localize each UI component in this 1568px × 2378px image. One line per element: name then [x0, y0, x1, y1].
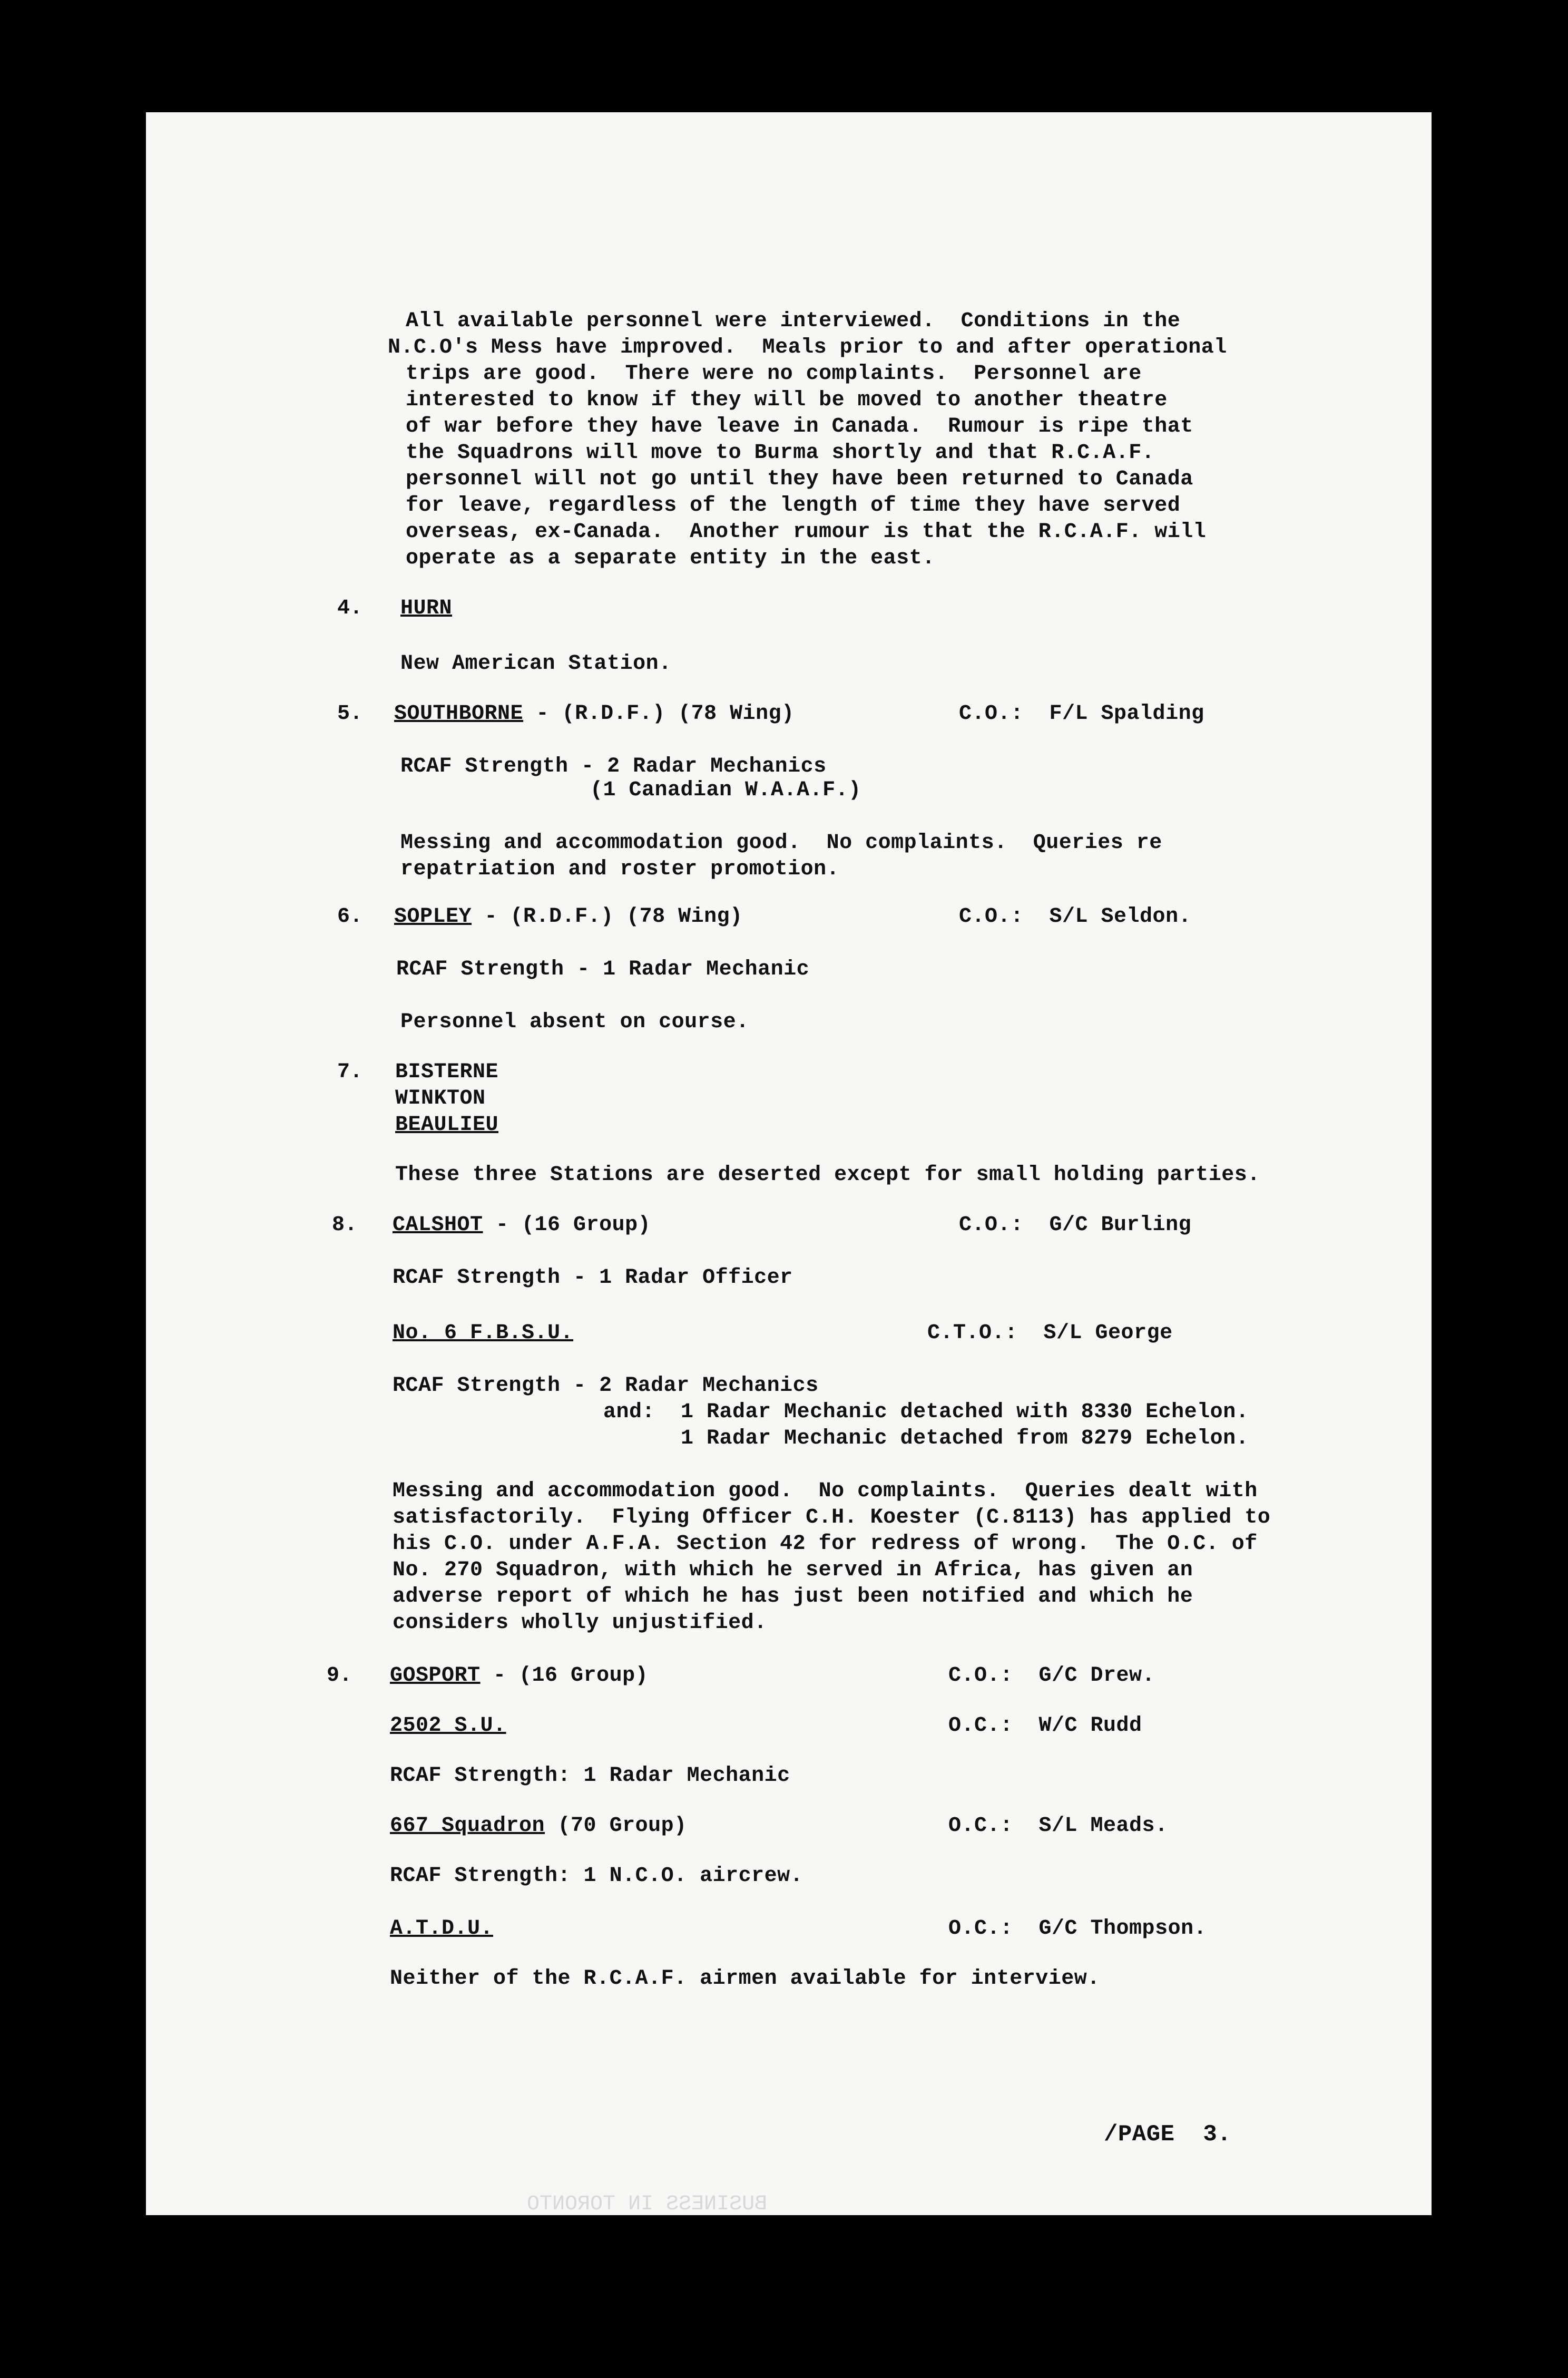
station-heading [393, 1212, 651, 1239]
station-note: Personnel absent on course. [400, 1010, 749, 1034]
unit-name: No. 6 F.B.S.U. [393, 1321, 574, 1345]
station-detail: - (R.D.F.) (78 Wing) [523, 702, 795, 726]
rcaf-strength: RCAF Strength: 1 N.C.O. aircrew. [390, 1864, 803, 1888]
intro-line: for leave, regardless of the length of time they have served [406, 494, 1181, 518]
item-number: 8. [332, 1213, 358, 1237]
intro-line: overseas, ex-Canada. Another rumour is that the R.C.A.F. will [406, 520, 1207, 544]
station-heading [394, 904, 743, 930]
intro-line: the Squadrons will move to Burma shortly and that R.C.A.F. [406, 441, 1155, 465]
station-name: SOUTHBORNE [394, 702, 524, 726]
unit-detail: (70 Group) [545, 1814, 687, 1838]
station-note: adverse report of which he has just been notified and which he [393, 1585, 1193, 1609]
station-name: HURN [400, 597, 453, 620]
station-name: WINKTON [395, 1087, 486, 1110]
intro-line: personnel will not go until they have been returned to Canada [406, 467, 1193, 491]
commanding-officer: O.C.: G/C Thompson. [948, 1917, 1207, 1941]
commanding-officer: C.O.: S/L Seldon. [959, 905, 1192, 929]
station-note: Messing and accommodation good. No complaints. Queries dealt with [393, 1479, 1258, 1503]
unit-name: A.T.D.U. [390, 1917, 494, 1941]
rcaf-strength: RCAF Strength - 1 Radar Officer [393, 1266, 793, 1290]
rcaf-strength: RCAF Strength - 1 Radar Mechanic [396, 958, 810, 981]
station-note: repatriation and roster promotion. [400, 857, 840, 881]
station-note: considers wholly unjustified. [393, 1611, 767, 1635]
intro-line: operate as a separate entity in the east. [406, 547, 935, 570]
item-number: 7. [337, 1060, 363, 1084]
item-number: 9. [327, 1664, 352, 1688]
station-note: Neither of the R.C.A.F. airmen available for interview. [390, 1967, 1100, 1991]
item-number: 5. [337, 702, 363, 726]
commanding-officer: C.T.O.: S/L George [927, 1321, 1173, 1345]
station-heading [390, 1663, 648, 1689]
intro-line: interested to know if they will be moved to another theatre [406, 388, 1168, 412]
station-note: No. 270 Squadron, with which he served in Africa, has given an [393, 1558, 1193, 1582]
commanding-officer: O.C.: S/L Meads. [948, 1814, 1168, 1838]
unit-name: 667 Squadron [390, 1814, 545, 1838]
rcaf-strength-detail: 1 Radar Mechanic detached from 8279 Echelon. [681, 1427, 1249, 1450]
intro-line: N.C.O's Mess have improved. Meals prior to and after operational [388, 336, 1227, 359]
commanding-officer: C.O.: G/C Burling [959, 1213, 1192, 1237]
rcaf-strength-detail: and: 1 Radar Mechanic detached with 8330 Echelon. [603, 1400, 1249, 1424]
rcaf-strength: RCAF Strength - 2 Radar Mechanics [393, 1374, 819, 1398]
station-name: CALSHOT [393, 1213, 483, 1237]
item-number: 6. [337, 905, 363, 929]
station-note: satisfactorily. Flying Officer C.H. Koester (C.8113) has applied to [393, 1506, 1271, 1529]
commanding-officer: C.O.: F/L Spalding [959, 702, 1204, 726]
station-name: GOSPORT [390, 1664, 481, 1688]
station-detail: - (16 Group) [480, 1664, 649, 1688]
intro-line: of war before they have leave in Canada. Rumour is ripe that [406, 415, 1193, 438]
station-note: Messing and accommodation good. No complaints. Queries re [400, 831, 1162, 855]
station-note: his C.O. under A.F.A. Section 42 for redress of wrong. The O.C. of [393, 1532, 1258, 1556]
page-continuation: /PAGE 3. [1104, 2121, 1232, 2148]
rcaf-strength: RCAF Strength: 1 Radar Mechanic [390, 1764, 790, 1788]
commanding-officer: O.C.: W/C Rudd [948, 1714, 1142, 1738]
bleed-through-text: BUSINESS IN TORONTO [527, 2192, 768, 2216]
station-detail: - (16 Group) [483, 1213, 651, 1237]
unit-heading [390, 1813, 687, 1839]
station-name: BEAULIEU [395, 1113, 499, 1137]
station-name: SOPLEY [394, 905, 472, 929]
intro-line: trips are good. There were no complaints. Personnel are [406, 362, 1142, 386]
rcaf-strength: RCAF Strength - 2 Radar Mechanics [400, 755, 827, 778]
station-note: These three Stations are deserted except for small holding parties. [395, 1163, 1260, 1187]
station-name: BISTERNE [395, 1060, 499, 1084]
station-detail: - (R.D.F.) (78 Wing) [472, 905, 743, 929]
commanding-officer: C.O.: G/C Drew. [948, 1664, 1155, 1688]
station-note: New American Station. [400, 652, 672, 676]
intro-line: All available personnel were interviewed. Conditions in the [406, 309, 1181, 333]
unit-name: 2502 S.U. [390, 1714, 506, 1738]
station-heading [394, 701, 795, 727]
rcaf-strength-detail: (1 Canadian W.A.A.F.) [590, 778, 861, 802]
item-number: 4. [337, 597, 363, 620]
